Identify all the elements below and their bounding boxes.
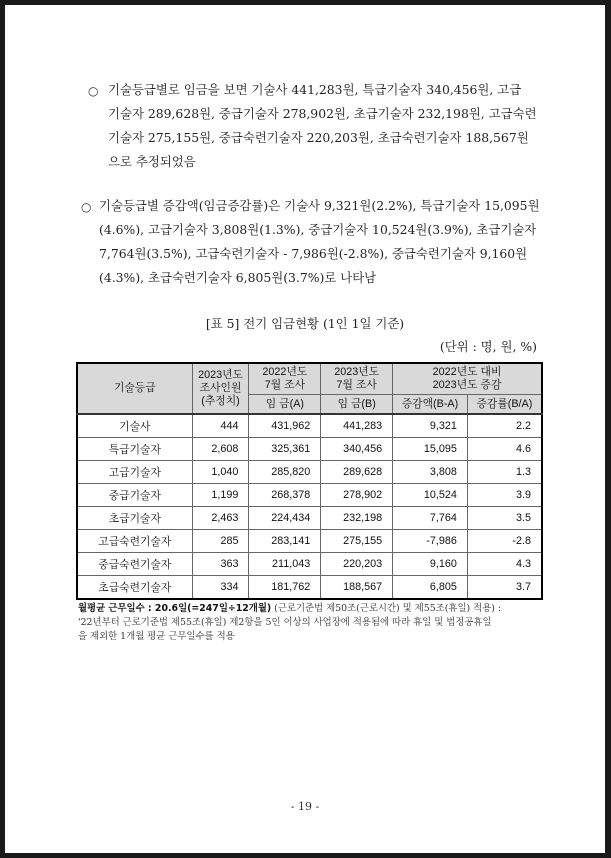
- cell-grade: 고급숙련기술자: [77, 530, 192, 553]
- table-header-row: [77, 363, 542, 395]
- cell-rate: 3.5: [467, 507, 542, 530]
- cell-wage-a: 285,820: [249, 461, 321, 484]
- cell-diff: 6,805: [393, 576, 468, 600]
- cell-rate: 2.2: [467, 414, 542, 438]
- cell-wage-b: 278,902: [321, 484, 393, 507]
- table-row: [77, 414, 542, 438]
- cell-wage-a: 268,378: [249, 484, 321, 507]
- table-row: [77, 576, 542, 600]
- cell-rate: -2.8: [467, 530, 542, 553]
- footnote-emphasis: 월평균 근무일수 : 20.6일(=247일÷12개월): [78, 603, 272, 614]
- paragraph-line: (4.6%), 고급기술자 3,808원(1.3%), 중급기술자 10,524원(3.9%), 초급기술자: [99, 222, 537, 237]
- header-grade: 기술등급: [77, 363, 192, 414]
- document-page: [5, 5, 605, 853]
- unit-label: (단위 : 명, 원, %): [439, 339, 537, 354]
- table-row: [77, 507, 542, 530]
- cell-wage-b: 441,283: [321, 414, 393, 438]
- header-wage-b: 임 금(B): [321, 395, 393, 415]
- header-comparison: 2022년도 대비 2023년도 증감: [393, 363, 542, 395]
- footnote-line: '22년부터 근로기준법 제55조(휴일) 제2항을 5인 이상의 사업장에 적용됨에 따라 휴일 및 법정공휴일: [78, 617, 492, 628]
- footnote: [78, 602, 548, 644]
- paragraph-line: 기술등급별 증감액(임금증감률)은 기술사 9,321원(2.2%), 특급기술자 15,095원: [99, 198, 540, 213]
- cell-wage-a: 224,434: [249, 507, 321, 530]
- cell-wage-a: 211,043: [249, 553, 321, 576]
- cell-diff: 15,095: [393, 438, 468, 461]
- cell-wage-a: 325,361: [249, 438, 321, 461]
- cell-wage-a: 181,762: [249, 576, 321, 600]
- paragraph-wage-change: [99, 194, 543, 290]
- cell-grade: 중급기술자: [77, 484, 192, 507]
- cell-grade: 초급기술자: [77, 507, 192, 530]
- cell-diff: 10,524: [393, 484, 468, 507]
- table-row: [77, 530, 542, 553]
- cell-grade: 고급기술자: [77, 461, 192, 484]
- cell-wage-b: 232,198: [321, 507, 393, 530]
- cell-survey-count: 444: [192, 414, 249, 438]
- table-row: [77, 484, 542, 507]
- table-row: [77, 553, 542, 576]
- table-row: [77, 461, 542, 484]
- paragraph-line: (4.3%), 초급숙련기술자 6,805원(3.7%)로 나타남: [99, 270, 377, 285]
- cell-wage-b: 188,567: [321, 576, 393, 600]
- cell-grade: 기술사: [77, 414, 192, 438]
- cell-survey-count: 285: [192, 530, 249, 553]
- cell-rate: 4.6: [467, 438, 542, 461]
- footnote-line: 을 제외한 1개월 평균 근무일수를 적용: [78, 631, 235, 642]
- wage-table: [76, 362, 543, 600]
- cell-diff: 7,764: [393, 507, 468, 530]
- paragraph-line: 기술등급별로 임금을 보면 기술사 441,283원, 특급기술자 340,456원, 고급: [108, 82, 522, 97]
- cell-rate: 1.3: [467, 461, 542, 484]
- cell-survey-count: 1,040: [192, 461, 249, 484]
- cell-diff: 9,321: [393, 414, 468, 438]
- cell-grade: 초급숙련기술자: [77, 576, 192, 600]
- bullet-marker: ○: [88, 84, 99, 98]
- table-row: [77, 438, 542, 461]
- header-diff: 증감액(B-A): [393, 395, 468, 415]
- header-rate: 증감률(B/A): [467, 395, 542, 415]
- cell-wage-a: 431,962: [249, 414, 321, 438]
- cell-rate: 3.9: [467, 484, 542, 507]
- paragraph-line: 기술자 289,628원, 중급기술자 278,902원, 초급기술자 232,198원, 고급숙련: [108, 106, 537, 121]
- cell-wage-b: 340,456: [321, 438, 393, 461]
- cell-rate: 3.7: [467, 576, 542, 600]
- header-july-2023: 2023년도 7월 조사: [321, 363, 393, 395]
- cell-diff: -7,986: [393, 530, 468, 553]
- paragraph-line: 7,764원(3.5%), 고급숙련기술자 - 7,986원(-2.8%), 중급숙련기술자 9,160원: [99, 246, 528, 261]
- paragraph-line: 기술자 275,155원, 중급숙련기술자 220,203원, 초급숙련기술자 188,567원: [108, 130, 529, 145]
- paragraph-line: 으로 추정되었음: [108, 154, 196, 169]
- paragraph-wage-by-grade: [108, 78, 543, 174]
- cell-wage-a: 283,141: [249, 530, 321, 553]
- cell-survey-count: 1,199: [192, 484, 249, 507]
- cell-survey-count: 2,608: [192, 438, 249, 461]
- cell-grade: 중급숙련기술자: [77, 553, 192, 576]
- cell-survey-count: 363: [192, 553, 249, 576]
- header-wage-a: 임 금(A): [249, 395, 321, 415]
- cell-rate: 4.3: [467, 553, 542, 576]
- header-july-2022: 2022년도 7월 조사: [249, 363, 321, 395]
- cell-diff: 3,808: [393, 461, 468, 484]
- cell-grade: 특급기술자: [77, 438, 192, 461]
- cell-wage-b: 275,155: [321, 530, 393, 553]
- page-number: - 19 -: [290, 800, 320, 813]
- cell-diff: 9,160: [393, 553, 468, 576]
- cell-survey-count: 334: [192, 576, 249, 600]
- cell-wage-b: 289,628: [321, 461, 393, 484]
- cell-survey-count: 2,463: [192, 507, 249, 530]
- bullet-marker: ○: [81, 200, 92, 214]
- footnote-line: 월평균 근무일수 : 20.6일(=247일÷12개월) (근로기준법 제50조(근로시간) 및 제55조(휴일) 적용) :: [78, 603, 502, 614]
- table-caption: [표 5] 전기 임금현황 (1인 1일 기준): [205, 316, 405, 331]
- header-survey-count: 2023년도 조사인원 (추정치): [192, 363, 249, 414]
- cell-wage-b: 220,203: [321, 553, 393, 576]
